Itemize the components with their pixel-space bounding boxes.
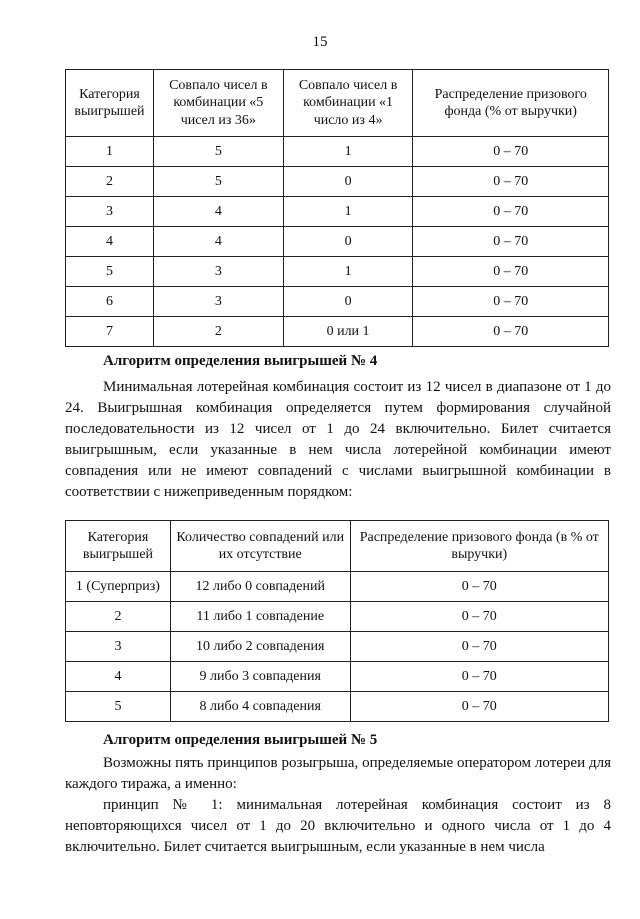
table-row (66, 317, 609, 347)
header-match-5-of-36: Совпало чисел в комбинации «5 чисел из 36» (153, 70, 283, 137)
header-match-count: Количество совпадений или их отсутствие (170, 521, 350, 572)
table-cell: 2 (66, 167, 154, 197)
table-cell: 0 – 70 (350, 602, 608, 632)
section-4-paragraph (65, 377, 611, 503)
table-cell: 1 (283, 257, 413, 287)
table-row (66, 632, 609, 662)
prize-table-1 (65, 69, 609, 347)
table-cell: 8 либо 4 совпадения (170, 692, 350, 722)
table-row (66, 167, 609, 197)
table-row (66, 287, 609, 317)
table-cell: 0 – 70 (350, 632, 608, 662)
table-cell: 5 (153, 137, 283, 167)
table-cell: 0 – 70 (350, 662, 608, 692)
table-cell: 5 (153, 167, 283, 197)
table-cell: 9 либо 3 совпадения (170, 662, 350, 692)
table-cell: 1 (Суперприз) (66, 572, 171, 602)
table-row (66, 257, 609, 287)
table-cell: 6 (66, 287, 154, 317)
table-cell: 2 (153, 317, 283, 347)
table-cell: 0 (283, 167, 413, 197)
table-cell: 0 – 70 (413, 257, 609, 287)
table-cell: 0 – 70 (413, 197, 609, 227)
table-cell: 12 либо 0 совпадений (170, 572, 350, 602)
table-cell: 4 (66, 227, 154, 257)
section-5-text-2: принцип № 1: минимальная лотерейная комбинация состоит из 8 неповторяющихся чисел от 1 до 20 включительно и одного числа от 1 до 4 включительно. Билет считается выигрышным, если указанные в нем числа (65, 797, 611, 855)
table-cell: 1 (283, 137, 413, 167)
table-header-row (66, 70, 609, 137)
section-5-text-1: Возможны пять принципов розыгрыша, определяемые оператором лотереи для каждого тиража, а именно: (65, 755, 611, 792)
table-cell: 0 (283, 227, 413, 257)
table-cell: 3 (66, 632, 171, 662)
section-5-paragraph-1 (65, 753, 611, 795)
table-cell: 1 (283, 197, 413, 227)
table-cell: 0 – 70 (413, 317, 609, 347)
table-cell: 0 – 70 (350, 692, 608, 722)
table-row (66, 692, 609, 722)
table-cell: 0 – 70 (413, 227, 609, 257)
header-prize-distribution: Распределение призового фонда (в % от выручки) (350, 521, 608, 572)
table-cell: 3 (66, 197, 154, 227)
table-cell: 5 (66, 692, 171, 722)
table-row (66, 227, 609, 257)
table-cell: 4 (66, 662, 171, 692)
table-cell: 0 или 1 (283, 317, 413, 347)
table-cell: 0 (283, 287, 413, 317)
table-row (66, 197, 609, 227)
table-cell: 0 – 70 (413, 137, 609, 167)
section-5-paragraph-2 (65, 795, 611, 858)
table-row (66, 662, 609, 692)
table-row (66, 602, 609, 632)
table-cell: 7 (66, 317, 154, 347)
table-cell: 0 – 70 (413, 167, 609, 197)
table-cell: 2 (66, 602, 171, 632)
table-cell: 0 – 70 (413, 287, 609, 317)
table-cell: 5 (66, 257, 154, 287)
header-prize-distribution: Распределение призового фонда (% от выручки) (413, 70, 609, 137)
prize-table-2 (65, 520, 609, 722)
table-cell: 11 либо 1 совпадение (170, 602, 350, 632)
table-row (66, 572, 609, 602)
table-cell: 4 (153, 197, 283, 227)
section-4-text: Минимальная лотерейная комбинация состоит из 12 чисел в диапазоне от 1 до 24. Выигрышная комбинация определяется путем формирования случайной последовательности из 12 чисел от 1 до 24 включительно. Билет считается выигрышным, если указанные в нем числа лотерейной комбинации имеют совпадения или не имеют совпадений с числами выигрышной комбинации в соответствии с нижеприведенным порядком: (65, 379, 611, 500)
header-category: Категория выигрышей (66, 70, 154, 137)
section-4-heading: Алгоритм определения выигрышей № 4 (103, 353, 378, 369)
header-category: Категория выигрышей (66, 521, 171, 572)
header-match-1-of-4: Совпало чисел в комбинации «1 число из 4» (283, 70, 413, 137)
table-row (66, 137, 609, 167)
section-5-heading: Алгоритм определения выигрышей № 5 (103, 732, 378, 748)
table-cell: 1 (66, 137, 154, 167)
table-cell: 3 (153, 287, 283, 317)
table-cell: 0 – 70 (350, 572, 608, 602)
table-header-row (66, 521, 609, 572)
page-number: 15 (312, 34, 328, 50)
table-cell: 4 (153, 227, 283, 257)
table-cell: 10 либо 2 совпадения (170, 632, 350, 662)
table-cell: 3 (153, 257, 283, 287)
